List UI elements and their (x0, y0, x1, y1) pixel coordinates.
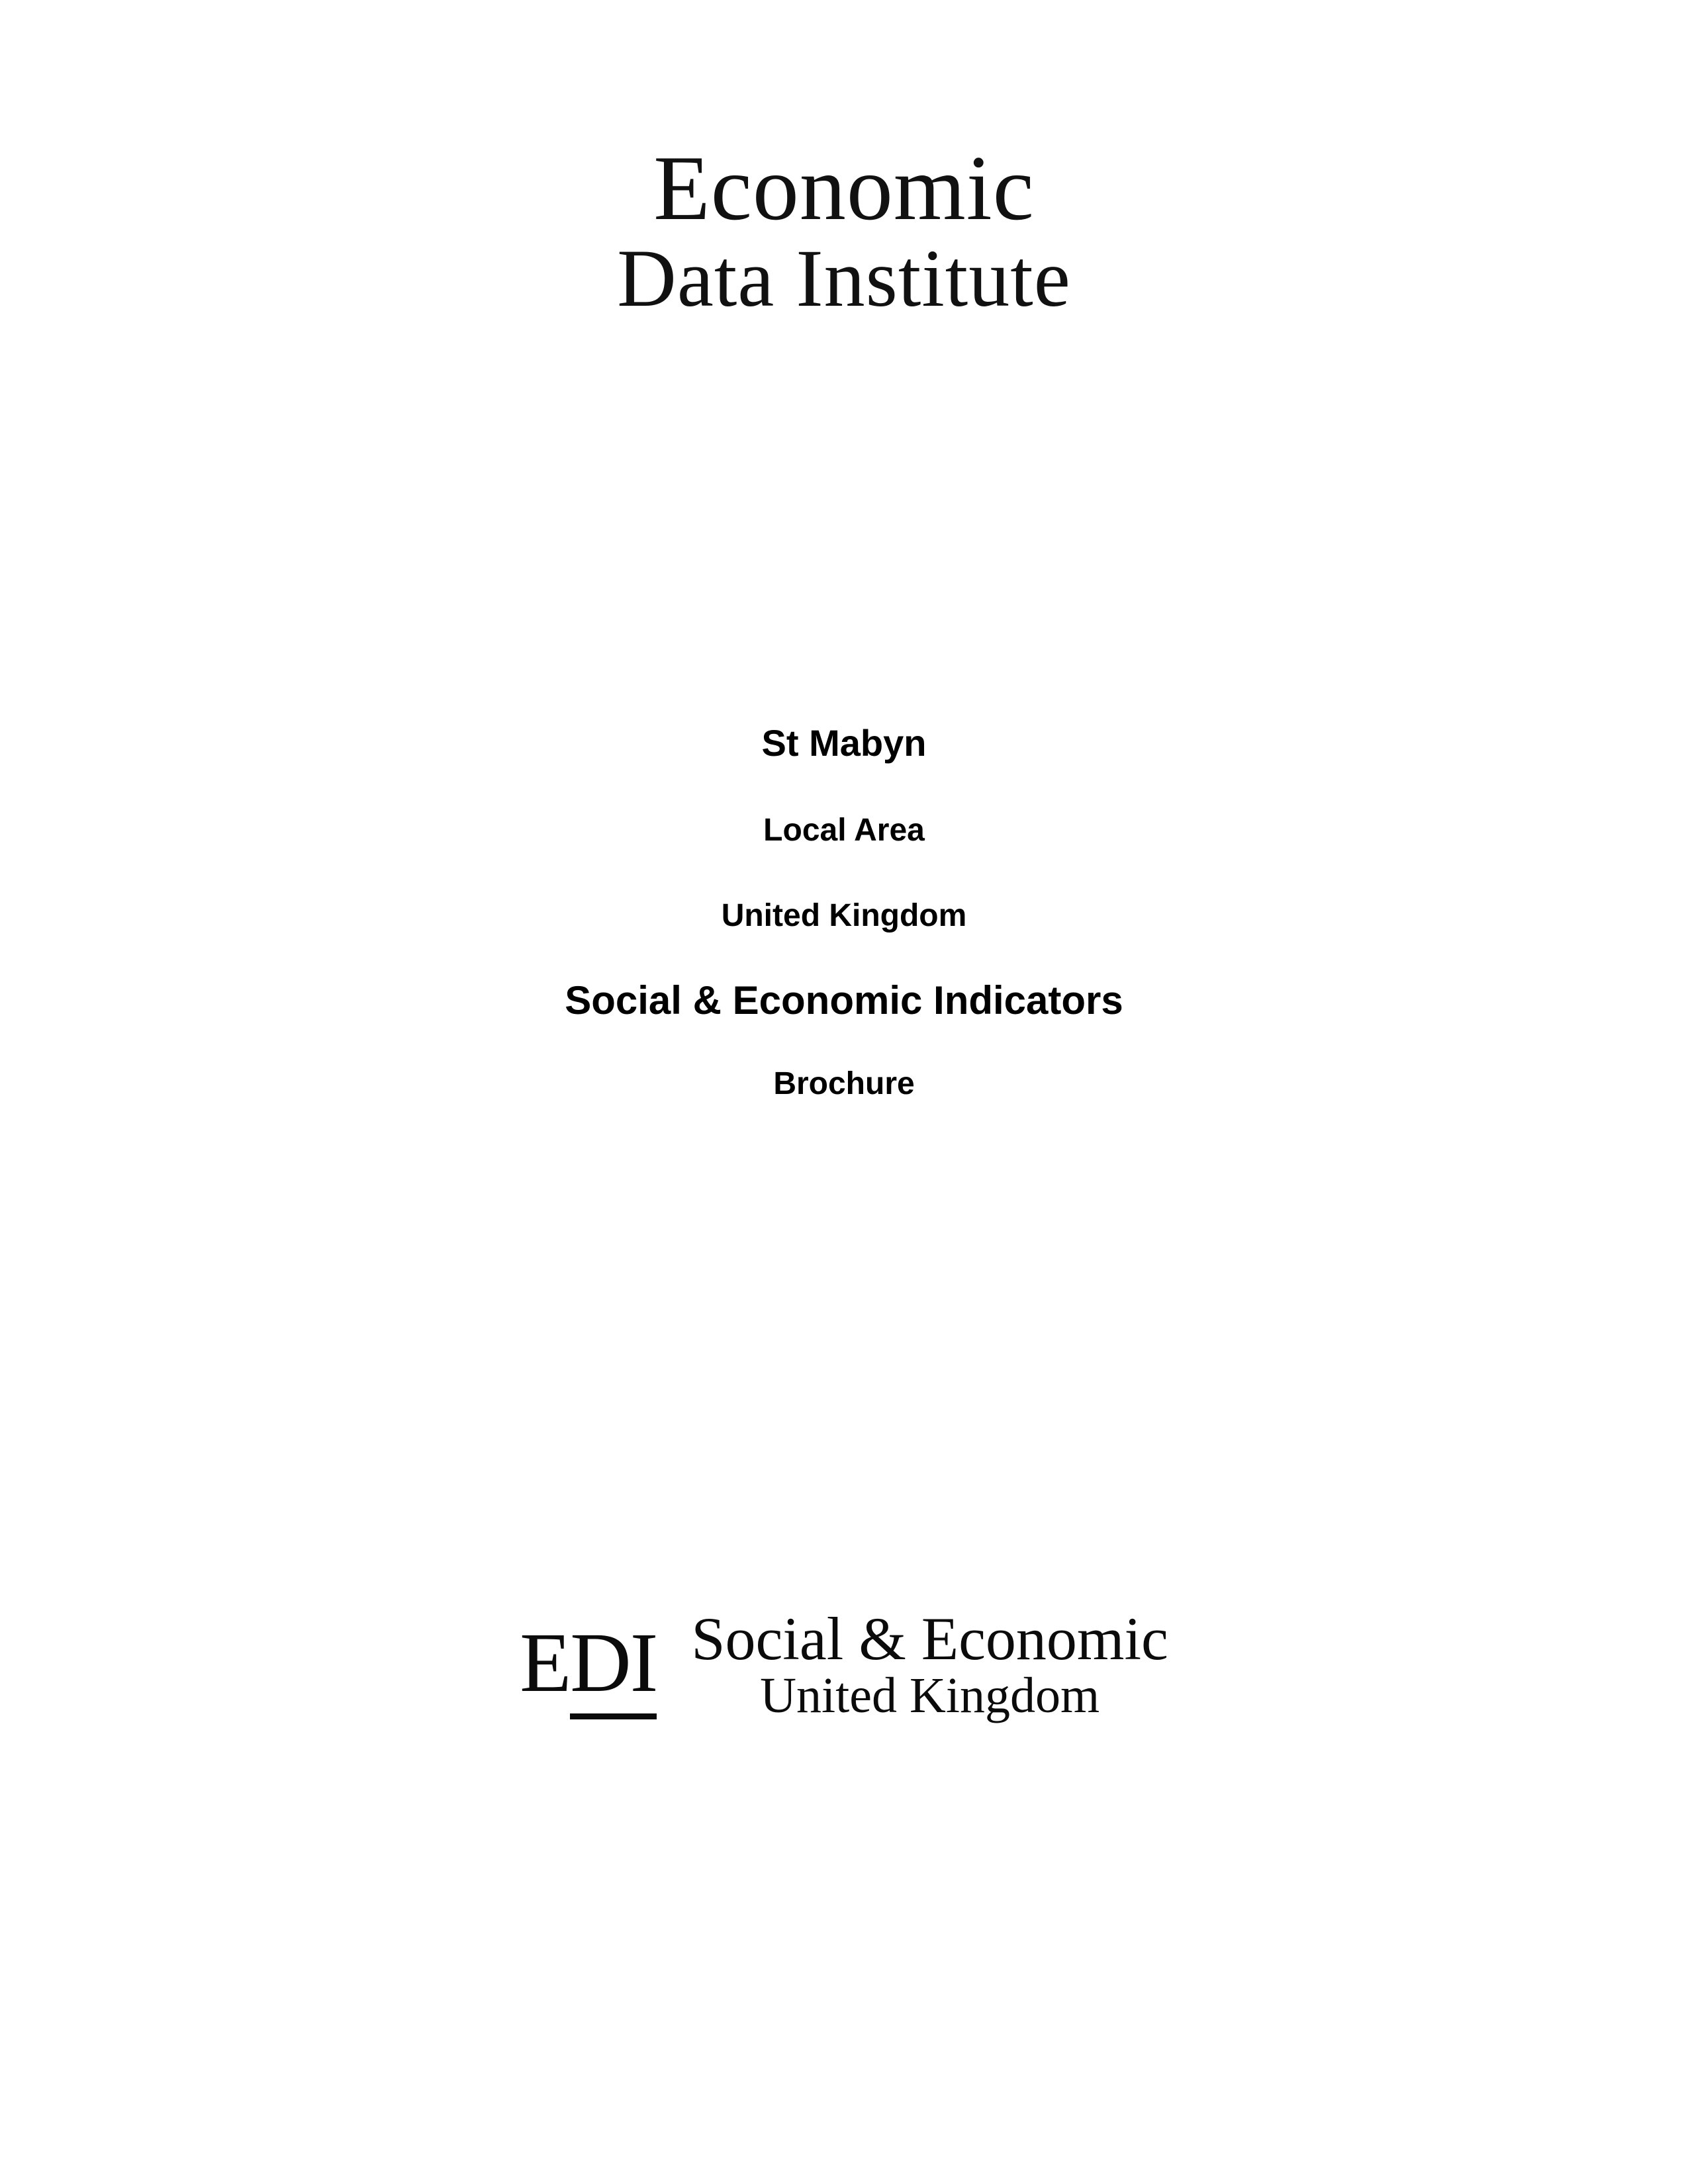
edi-acronym-di: DI (570, 1615, 657, 1719)
edi-footer-logo (0, 1605, 1688, 1723)
subject-label: Social & Economic Indicators (565, 978, 1123, 1023)
area-type-label: Local Area (763, 813, 925, 848)
edi-acronym-e: E (520, 1615, 571, 1709)
edi-footer-line-2: United Kingdom (760, 1668, 1100, 1723)
publisher-logo-line-1: Economic (653, 137, 1035, 240)
country-label: United Kingdom (721, 898, 967, 933)
cover-title-block (0, 721, 1688, 1102)
page-title-area-name: St Mabyn (761, 722, 927, 764)
edi-footer-line-1: Social & Economic (691, 1605, 1168, 1672)
document-type-label: Brochure (773, 1066, 915, 1101)
publisher-logo (0, 137, 1688, 324)
edi-acronym (520, 1615, 657, 1713)
publisher-logo-line-2: Data Institute (617, 233, 1071, 324)
edi-footer-text (691, 1605, 1168, 1723)
